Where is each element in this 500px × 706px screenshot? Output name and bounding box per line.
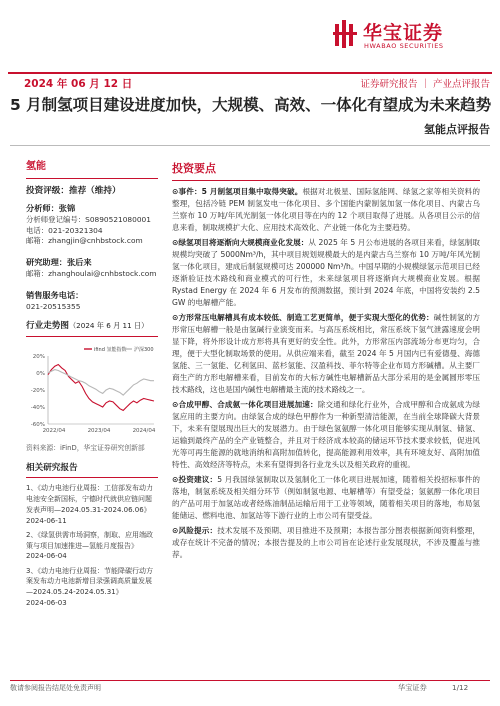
related-item-2[interactable]	[26, 530, 158, 562]
header-divider	[8, 72, 492, 74]
analyst-cert: 分析师登记编号：S0890521080001	[26, 214, 151, 224]
key-point-body: 5 月我国绿氢制取以及氢制化工一体化项目进展加速，随着相关投招标事件的落地，制氢系统及相关细分环节（例如制氢电源、电解槽等）有望受益；氢氨醇一体化项目的产品可用于加氢站或者经炼油制品运输后用于工业等领域，随着相关项目的落地，布局氢能储运、燃料电池、加氢站等下游行业的上市公司有望受益。	[172, 475, 480, 520]
sales-label: 销售服务电话：	[26, 289, 84, 300]
brand-mark-icon	[333, 18, 359, 50]
related-item-date: 2024-06-11	[26, 516, 67, 525]
y-tick-label: -60%	[30, 421, 45, 428]
related-item-date: 2024-06-04	[26, 552, 67, 561]
related-item-date: 2024-06-03	[26, 599, 67, 608]
footer-brand: 华宝证券	[398, 683, 427, 692]
series-line-1	[48, 364, 154, 410]
y-tick-label: 0%	[36, 370, 45, 377]
key-point-electrolyzer	[172, 312, 480, 396]
trend-chart-svg	[26, 342, 158, 442]
key-point-lead: ⊙绿氢项目将逐渐向大规模商业化发展：	[172, 238, 309, 248]
chart-source: 资料来源：iFinD，华宝证券研究创新部	[26, 443, 145, 452]
key-point-event	[172, 186, 480, 234]
company-logo	[333, 18, 493, 54]
assistant-label: 研究助理：	[26, 257, 67, 268]
key-points-heading: 投资要点	[172, 162, 216, 175]
trend-date: （2024 年 6 月 11 日）	[68, 321, 149, 331]
related-rule	[26, 477, 158, 478]
legend-label: ifind 氢能指数	[94, 346, 127, 353]
legend-label: 沪深300	[134, 346, 154, 353]
key-point-scale	[172, 237, 480, 309]
report-subtitle: 氢能点评报告	[424, 123, 490, 136]
assistant-email[interactable]: 邮箱：zhanghoulai@cnhbstock.com	[26, 268, 157, 278]
related-item-text: 2、《绿氢供需市场洞察，制取、应用端政策与项目加速推进—氢能月度报告》	[26, 530, 153, 550]
analyst-name: 张锦	[58, 202, 76, 213]
related-heading: 相关研究报告	[26, 462, 78, 473]
report-title: 5 月制氢项目建设进度加快，大规模、高效、一体化有望成为未来趋势	[10, 96, 492, 114]
industry-trend-chart	[26, 342, 158, 442]
key-point-risk	[172, 525, 480, 561]
key-point-integration	[172, 399, 480, 471]
related-item-3[interactable]	[26, 566, 158, 609]
footer-divider	[10, 680, 490, 681]
related-item-1[interactable]	[26, 483, 158, 526]
assistant-line	[26, 257, 158, 269]
page-number: 1/12	[452, 683, 469, 692]
key-points-rule	[172, 180, 480, 181]
key-point-body: 从 2025 年 5 月公布进展的各项目来看，绿氢制取规模均突破了 5000Nm³/h，其中项目规划规模最大的是内蒙古乌兰察布 10 万吨/年风光制氢一体化项目，建成后制氢规模可达 200000 Nm³/h。中国早期的小规模绿氢示范项目已经逐渐验证技术路线和商业模式的可行性，未来绿氢项目将逐渐向大规模商业发展。根据 Rystad Energy 在 2024 年 6 月发布的预测数据，预计到 2024 年底，中国将安装约 2.5 GW 的电解槽产能。	[172, 238, 480, 308]
key-point-lead: ⊙风险提示：	[172, 525, 218, 535]
key-point-lead: ⊙事件：5 月制氢项目集中取得突破。	[172, 187, 303, 197]
key-point-lead: ⊙投资建议：	[172, 475, 218, 485]
key-point-body: 除交通和绿化行业外，合成甲醇和合成氨成为绿氢应用的主要方向。由绿氢合成的绿色甲醇作为一种新型清洁能源，在当前全球降碳大背景下，未来有望展现出巨大的发展潜力。由于绿色氢氨醇一体化项目能够实现从制氢、储氢、运输到最终产品的全产业链整合，并且对于经济成本较高的储运环节技术要求较低，促进风光等可再生能源的就地消纳和高附加值转化，提高能源利用效率，具有环境友好、高附加值特性、高效经济等特点，未来有望得到各行业龙头以及相关政府的重视。	[172, 400, 480, 470]
main-content	[172, 160, 480, 564]
sales-phone: 021-20515355	[26, 301, 81, 311]
analyst-email[interactable]: 邮箱：zhangjin@cnhbstock.com	[26, 236, 143, 246]
title-divider	[10, 145, 490, 146]
y-tick-label: -40%	[30, 404, 45, 411]
trend-rule	[26, 336, 158, 337]
footer-disclaimer: 敬请参阅报告结尾处免责声明	[10, 684, 101, 692]
key-point-body: 技术发展不及预期、项目推进不及预期；本报告部分图表根据新闻资料整理，或存在统计不完备的情况；本报告提及的上市公司旨在论述行业发展现状，不涉及覆盖与推荐。	[172, 525, 480, 559]
x-tick-label: 2024/04	[132, 427, 156, 434]
x-tick-label: 2023/04	[87, 427, 111, 434]
assistant-name: 张后来	[66, 257, 92, 268]
key-point-advice	[172, 474, 480, 522]
analyst-label: 分析师：	[26, 202, 59, 213]
analyst-line	[26, 203, 158, 215]
related-item-text: 3、《动力电池行业周报：节能降碳行动方案发布动力电池新增目录强调高质量发展—2024.05.24-2024.05.31》	[26, 566, 153, 597]
brand-name-en: HWABAO SECURITIES	[364, 42, 444, 50]
series-line-2	[48, 369, 154, 395]
investment-rating: 投资评级：推荐（维持）	[26, 185, 121, 196]
y-tick-label: 20%	[32, 353, 45, 360]
related-item-text: 1、《动力电池行业周报：工信部发布动力电池安全新国标，宁德时代就供应链问题发表声明—2024.05.31-2024.06.06》	[26, 484, 153, 514]
key-point-lead: ⊙合成甲醇、合成氨一体化项目进展加速：	[172, 400, 318, 410]
y-tick-label: -20%	[30, 387, 45, 394]
report-date: 2024 年 06 月 12 日	[24, 78, 133, 90]
key-point-body: 根据对北极星、国际氢能网、绿氢之家等相关资料的整理，包括冷链 PEM 制氢发电一体化项目、多个国能内蒙制氢加氢一体化项目、内蒙古乌兰察布 10 万吨/年风光制氢一体化项目等在内的 12 个项目取得了进展。从各项目公示的信息来看，制取规模扩大化、应用技术高效化、产业链一体化为主要趋势。	[172, 187, 480, 233]
analyst-phone: 电话：021-20321304	[26, 225, 103, 235]
brand-name-cn: 华宝证券	[363, 22, 444, 44]
key-point-lead: ⊙方形常压电解槽具有成本较低、制造工艺更简单，便于实现大型化的优势：	[172, 313, 434, 323]
trend-heading	[26, 320, 158, 332]
sector-rule	[26, 178, 158, 179]
sector-name: 氢能	[26, 161, 46, 172]
x-tick-label: 2022/04	[42, 427, 66, 434]
trend-title: 行业走势图	[26, 321, 69, 332]
key-point-body: 碱性制氢的方形常压电解槽一般是由氢碱行业演变而来。与高压系统相比，常压系统下氢气泄露速度会明显下降，将外形设计成方形将具有更好的安全性。此外，方形常压内部流场分布更均匀，合理，便于大型化制取场景的使用。从供应端来看，截至 2024 年 5 月国内已有爱德曼、海德氢能、三一氢能、亿利氢田、蓝杉氢能、汉盈科技、菲尔特等企业布局方形碱槽。从主要厂商生产的方形电解槽来看，目前发布的大标方碱性电解槽新品大部分采用的是金属圆形零压技术路线，这也是国内碱性电解槽最主流的技术路线之一。	[172, 313, 480, 395]
report-type: 证券研究报告 ｜ 产业点评报告	[360, 79, 490, 90]
sidebar	[26, 160, 158, 608]
